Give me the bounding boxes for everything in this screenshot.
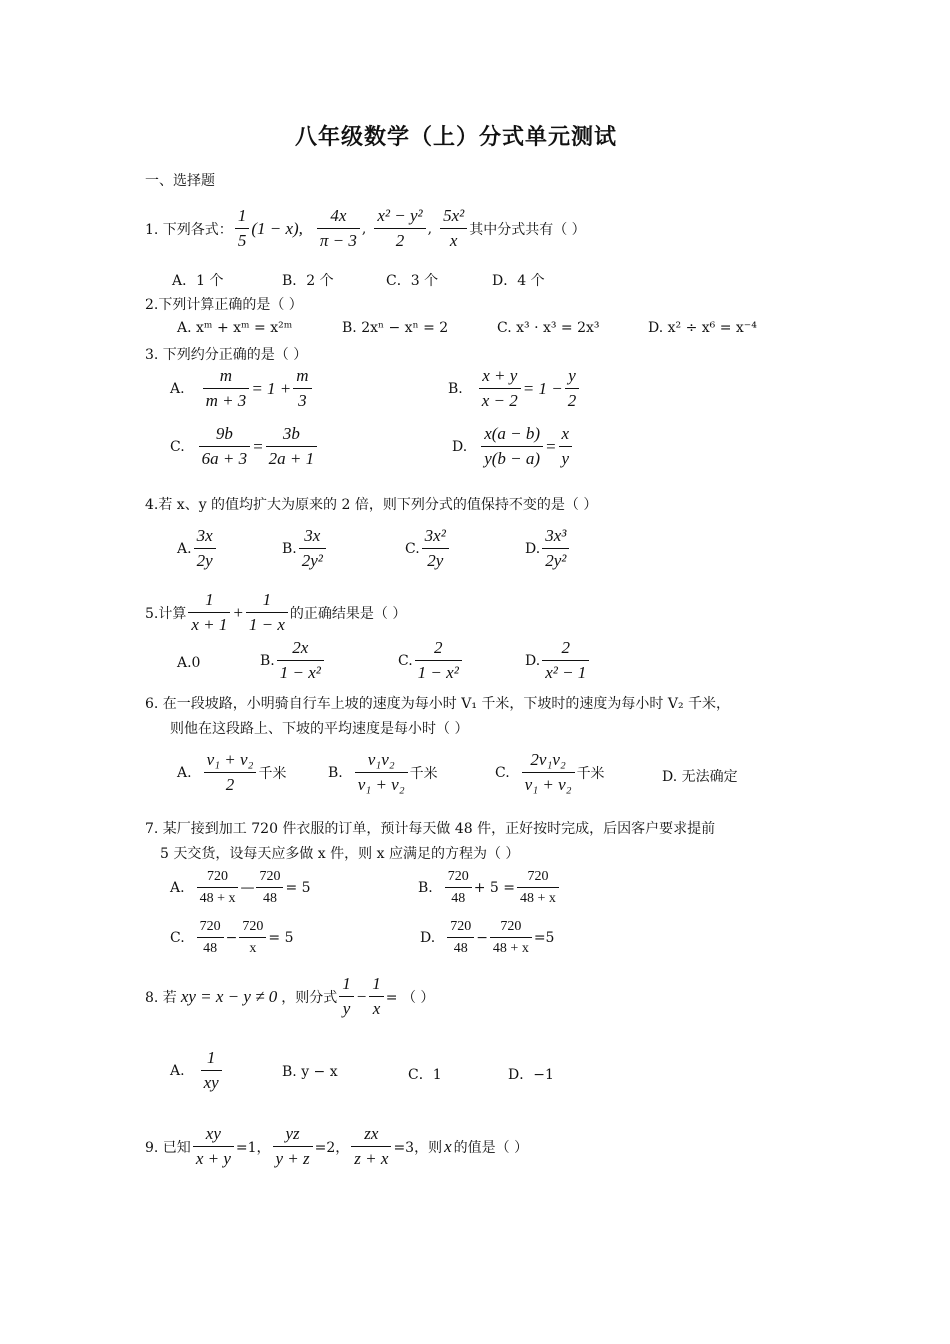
q6-a-frac: $\frac{\text{v₁ + v₂}}{2}$	[204, 750, 257, 795]
q8-minus: −	[355, 986, 368, 1006]
q6-option-c[interactable]	[495, 750, 605, 795]
q1-frac-4: $\frac{\text{5x²}}{x}$	[440, 206, 467, 251]
q9-r3: =3，则	[393, 1139, 443, 1156]
q4-option-d[interactable]	[525, 526, 571, 571]
q8-a-label: A.	[170, 1062, 185, 1079]
q8-option-c[interactable]: C．1	[408, 1067, 442, 1083]
q3-d-label: D.	[452, 438, 468, 455]
q5-option-d[interactable]	[525, 638, 591, 683]
q4-d-frac: $\frac{\text{3x³}}{\text{2y²}}$	[542, 526, 569, 571]
q3-option-b[interactable]	[448, 366, 581, 411]
q4-a-label: A.	[177, 540, 192, 557]
q7-b-frac-1: $\frac{720}{48}$	[445, 868, 472, 907]
q2-stem: 2.下列计算正确的是（ ）	[145, 297, 303, 313]
q5-stem-end: 的正确结果是（ ）	[289, 605, 407, 622]
q3-a-label: A.	[170, 380, 185, 397]
q7-d-frac-2: $\frac{720}{48 + x}$	[490, 918, 532, 957]
q7-option-d[interactable]	[420, 918, 554, 957]
q4-d-label: D.	[525, 540, 541, 557]
q5-c-frac: $\frac{2}{\text{1 − x²}}$	[415, 638, 462, 683]
q8-frac-2: $\frac{1}{x}$	[369, 974, 384, 1019]
q7-stem-line1: 7. 某厂接到加工 720 件衣服的订单，预计每天做 48 件，正好按时完成，后因客户要求提前	[145, 821, 716, 837]
q3-a-mid: = 1 +	[251, 378, 292, 398]
q8-a-frac: $\frac{1}{xy}$	[201, 1048, 222, 1093]
q6-option-a[interactable]	[177, 750, 286, 795]
q6-c-unit: 千米	[576, 765, 605, 782]
q6-a-unit: 千米	[258, 765, 287, 782]
q9-r1: =1，	[235, 1139, 271, 1156]
q7-b-op: + 5 =	[473, 879, 516, 896]
q4-b-label: B.	[282, 540, 297, 557]
q4-option-b[interactable]	[282, 526, 328, 571]
q7-c-rhs: = 5	[268, 929, 294, 946]
q1-option-c[interactable]: C．3 个	[386, 273, 439, 289]
q7-option-c[interactable]	[170, 918, 294, 957]
q5-b-frac: $\frac{2x}{\text{1 − x²}}$	[277, 638, 324, 683]
q1-sep-2: ,	[427, 220, 433, 237]
q8-frac-1: $\frac{1}{y}$	[339, 974, 354, 1019]
q5-c-label: C.	[398, 652, 413, 669]
q7-a-rhs: = 5	[285, 879, 311, 896]
q3-stem: 3. 下列约分正确的是（ ）	[145, 347, 308, 363]
q1-frac-1: $\frac{1}{5}$	[235, 206, 250, 251]
q7-c-label: C.	[170, 929, 185, 946]
q7-stem-line2: 5 天交货，设每天应多做 x 件，则 x 应满足的方程为（ ）	[160, 846, 520, 862]
q2-option-a[interactable]: A. xᵐ + xᵐ = x²ᵐ	[177, 320, 293, 336]
q8-option-a[interactable]	[170, 1048, 224, 1093]
q9-var: x	[444, 1136, 452, 1156]
q8-condition: xy = x − y ≠ 0	[180, 986, 278, 1006]
q6-b-frac: $\frac{\text{v₁v₂}}{\text{v₁ + v₂}}$	[355, 750, 408, 795]
q9-stem-end: 的值是（ ）	[453, 1139, 529, 1156]
q9-r2: =2，	[314, 1139, 350, 1156]
q7-a-frac-1: $\frac{720}{48 + x}$	[197, 868, 239, 907]
question-8	[145, 974, 434, 1019]
q3-option-d[interactable]	[452, 424, 574, 469]
q7-c-frac-2: $\frac{720}{x}$	[239, 918, 266, 957]
q5-option-c[interactable]	[398, 638, 464, 683]
q5-plus: +	[232, 602, 244, 622]
q7-a-frac-2: $\frac{720}{48}$	[256, 868, 283, 907]
q4-option-c[interactable]	[405, 526, 451, 571]
q8-stem-end: = （ ）	[385, 989, 435, 1006]
q2-option-b[interactable]: B. 2xⁿ − xⁿ = 2	[342, 320, 449, 336]
q3-d-rfrac: $\frac{x}{y}$	[559, 424, 573, 469]
q3-a-rfrac: $\frac{m}{3}$	[293, 366, 311, 411]
q9-stem: 9. 已知	[145, 1139, 191, 1156]
q2-option-c[interactable]: C. x³ · x³ = 2x³	[497, 320, 600, 336]
q3-b-frac: $\frac{x + y}{x - 2}$	[479, 366, 521, 411]
q3-a-frac: $\frac{m}{m + 3}$	[203, 366, 250, 411]
q1-option-a[interactable]: A．1 个	[172, 273, 224, 289]
q7-b-label: B.	[418, 879, 433, 896]
q5-stem: 5.计算	[145, 605, 187, 622]
q1-stem: 1. 下列各式：	[145, 221, 233, 238]
q7-option-b[interactable]	[418, 868, 561, 907]
q6-b-unit: 千米	[409, 765, 438, 782]
q5-option-a[interactable]: A.0	[177, 655, 201, 671]
q1-frac-2: $\frac{4x}{\pi - 3}$	[317, 206, 360, 251]
q8-option-b[interactable]: B. y − x	[282, 1064, 338, 1080]
q6-a-label: A.	[177, 764, 192, 781]
q1-frac-1-rest: (1 − x),	[251, 218, 303, 238]
q6-option-b[interactable]	[328, 750, 438, 795]
q7-d-frac-1: $\frac{720}{48}$	[447, 918, 474, 957]
q9-frac-2: $\frac{yz}{y + z}$	[273, 1124, 313, 1169]
q5-frac-1: $\frac{1}{x + 1}$	[188, 590, 230, 635]
q6-stem-line2: 则他在这段路上、下坡的平均速度是每小时（ ）	[170, 721, 469, 737]
q4-a-frac: $\frac{3x}{2y}$	[194, 526, 216, 571]
q7-c-frac-1: $\frac{720}{48}$	[197, 918, 224, 957]
q1-option-d[interactable]: D．4 个	[492, 273, 545, 289]
question-9	[145, 1124, 528, 1169]
question-5	[145, 590, 406, 635]
page-title: 八年级数学（上）分式单元测试	[295, 124, 618, 150]
q1-frac-3: $\frac{\text{x² − y²}}{2}$	[374, 206, 425, 251]
q1-option-b[interactable]: B．2 个	[282, 273, 334, 289]
q5-option-b[interactable]	[260, 638, 326, 683]
q6-stem-line1: 6. 在一段坡路，小明骑自行车上坡的速度为每小时 V₁ 千米，下坡时的速度为每小时 V₂ 千米，	[145, 696, 731, 712]
section-heading: 一、选择题	[145, 173, 215, 189]
q3-c-mid: =	[252, 436, 264, 456]
q3-option-c[interactable]	[170, 424, 319, 469]
q1-sep-1: ,	[361, 220, 367, 237]
question-1	[145, 206, 586, 251]
q5-frac-2: $\frac{1}{1 - x}$	[246, 590, 288, 635]
q8-stem-mid: ，则分式	[281, 989, 338, 1006]
q7-d-rhs: =5	[533, 929, 555, 946]
q6-c-frac: $\frac{\text{2v₁v₂}}{\text{v₁ + v₂}}$	[522, 750, 575, 795]
q1-stem-end: 其中分式共有（ ）	[469, 221, 586, 238]
q7-c-op: −	[225, 929, 238, 946]
q7-option-a[interactable]	[170, 868, 311, 907]
q4-b-frac: $\frac{3x}{\text{2y²}}$	[299, 526, 326, 571]
q7-d-op: −	[476, 929, 488, 946]
q3-b-rfrac: $\frac{y}{2}$	[565, 366, 580, 411]
q5-d-label: D.	[525, 652, 541, 669]
q5-d-frac: $\frac{2}{\text{x² − 1}}$	[542, 638, 589, 683]
q4-option-a[interactable]	[177, 526, 218, 571]
q4-c-frac: $\frac{\text{3x²}}{2y}$	[422, 526, 449, 571]
q3-b-label: B.	[448, 380, 463, 397]
q3-c-frac: $\frac{9b}{6a + 3}$	[199, 424, 250, 469]
q5-b-label: B.	[260, 652, 275, 669]
q3-b-mid: = 1 −	[522, 378, 563, 398]
q8-option-d[interactable]: D．−1	[508, 1067, 554, 1083]
q3-d-frac: $\frac{x(a - b)}{y(b - a)}$	[481, 424, 543, 469]
q7-a-op: —	[240, 879, 255, 896]
q3-option-a[interactable]	[170, 366, 314, 411]
q4-stem: 4.若 x、y 的值均扩大为原来的 2 倍，则下列分式的值保持不变的是（ ）	[145, 497, 598, 513]
q7-d-label: D.	[420, 929, 436, 946]
q3-c-rfrac: $\frac{3b}{2a + 1}$	[266, 424, 317, 469]
q3-d-mid: =	[545, 436, 557, 456]
q8-stem: 8. 若	[145, 989, 177, 1006]
q9-frac-1: $\frac{xy}{x + y}$	[193, 1124, 234, 1169]
q7-b-frac-2: $\frac{720}{48 + x}$	[517, 868, 559, 907]
q7-a-label: A.	[170, 879, 185, 896]
q4-c-label: C.	[405, 540, 420, 557]
q6-b-label: B.	[328, 764, 343, 781]
q6-c-label: C.	[495, 764, 510, 781]
q9-frac-3: $\frac{zx}{z + x}$	[351, 1124, 391, 1169]
q2-option-d[interactable]: D. x² ÷ x⁶ = x⁻⁴	[648, 320, 757, 336]
q6-option-d[interactable]: D. 无法确定	[662, 769, 738, 785]
q3-c-label: C.	[170, 438, 185, 455]
